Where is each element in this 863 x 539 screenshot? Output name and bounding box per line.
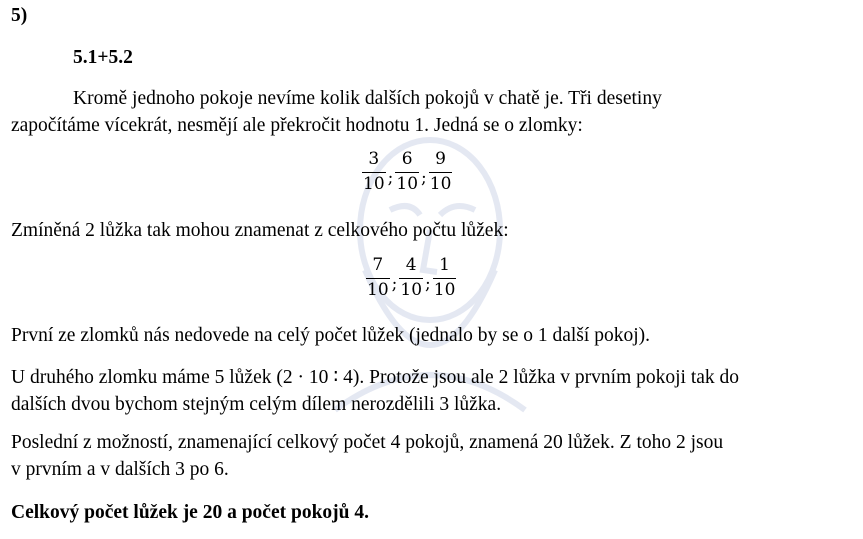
fraction-set-a: [362, 150, 452, 194]
paragraph-2: Zmíněná 2 lůžka tak mohou znamenat z celkového počtu lůžek:: [11, 220, 509, 241]
paragraph-3: První ze zlomků nás nedovede na celý počet lůžek (jednalo by se o 1 další pokoj).: [11, 325, 650, 346]
subsection-title: 5.1+5.2: [73, 47, 133, 68]
conclusion: Celkový počet lůžek je 20 a počet pokojů 4.: [11, 502, 370, 523]
fraction-separator: ;: [421, 168, 427, 189]
paragraph-4-line-1: U druhého zlomku máme 5 lůžek (2 · 10 ∶ 4). Protože jsou ale 2 lůžka v prvním pokoji tak do: [11, 367, 740, 388]
fraction-numerator: 4: [405, 255, 417, 275]
fraction-separator: ;: [425, 274, 431, 295]
fraction: [362, 150, 386, 194]
paragraph-4-line-2: dalších dvou bychom stejným celým dílem nerozdělili 3 lůžka.: [11, 394, 502, 415]
fraction-separator: ;: [391, 274, 398, 295]
fraction-denominator: 10: [367, 279, 389, 300]
fraction-numerator: 1: [439, 255, 450, 275]
section-number: 5): [11, 5, 28, 26]
fraction: [395, 150, 419, 194]
fraction-numerator: 7: [372, 255, 384, 275]
fraction: [429, 150, 453, 194]
fraction-denominator: 10: [433, 279, 456, 300]
fraction-numerator: 9: [435, 149, 446, 169]
paragraph-5-line-2: v prvním a v dalších 3 po 6.: [11, 459, 229, 480]
fraction-numerator: 6: [401, 149, 413, 169]
fraction-set-b: [366, 256, 456, 300]
paragraph-1-line-2: započítáme vícekrát, nesmějí ale překročit hodnotu 1. Jedná se o zlomky:: [11, 115, 583, 136]
fraction-denominator: 10: [429, 173, 452, 194]
paragraph-1-line-1: Kromě jednoho pokoje nevíme kolik dalších pokojů v chatě je. Tři desetiny: [73, 88, 662, 109]
fraction-denominator: 10: [396, 173, 419, 194]
fraction: [433, 256, 457, 300]
fraction-separator: ;: [387, 168, 394, 189]
fraction-denominator: 10: [400, 279, 423, 300]
fraction: [366, 256, 390, 300]
fraction: [399, 256, 423, 300]
fraction-denominator: 10: [363, 173, 385, 194]
fraction-numerator: 3: [368, 149, 380, 169]
paragraph-5-line-1: Poslední z možností, znamenající celkový počet 4 pokojů, znamená 20 lůžek. Z toho 2 jsou: [11, 432, 724, 453]
